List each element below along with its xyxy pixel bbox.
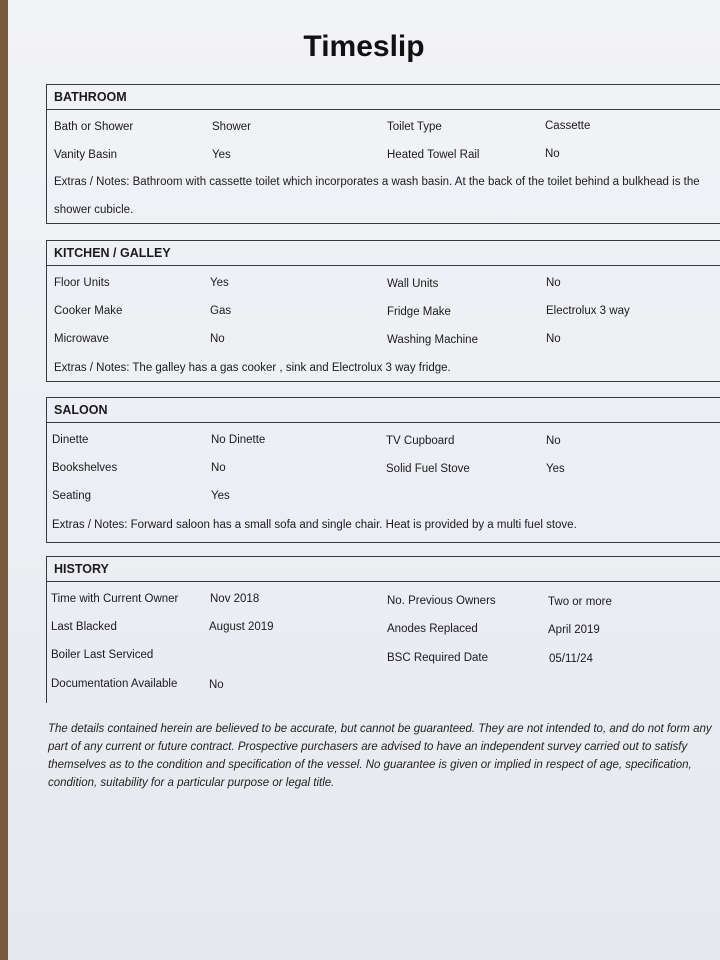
history-label-last-blacked: Last Blacked — [51, 621, 117, 633]
kitchen-heading: KITCHEN / GALLEY — [54, 246, 171, 260]
saloon-value-seating: Yes — [211, 490, 230, 502]
saloon-label-seating: Seating — [52, 490, 92, 502]
document-title: Timeslip — [303, 30, 425, 63]
history-value-bsc-required-date: 05/11/24 — [549, 653, 593, 665]
kitchen-value-microwave: No — [210, 333, 225, 345]
saloon-label-bookshelves: Bookshelves — [52, 462, 118, 474]
saloon-label-tv-cupboard: TV Cupboard — [386, 435, 455, 447]
bathroom-heading: BATHROOM — [54, 90, 127, 104]
saloon-section — [46, 397, 720, 543]
bathroom-value-vanity-basin: Yes — [212, 149, 231, 161]
bathroom-label-toilet-type: Toilet Type — [387, 121, 442, 133]
section-header — [47, 557, 720, 582]
kitchen-label-wall-units: Wall Units — [387, 278, 439, 290]
document-page — [8, 0, 720, 960]
saloon-notes: Extras / Notes: Forward saloon has a small sofa and single chair. Heat is provided by a multi fuel stove. — [52, 519, 577, 531]
disclaimer-text: The details contained herein are believed to be accurate, but cannot be guaranteed. They are not intended to, and do not form any part of any current or future contract. Prospective purchasers are advised to have an independent survey carried out to satisfy themselves as to the condition and specification of the vessel. No guarantee is given or implied in respect of age, specification, condition, suitability for a particular purpose or legal title. — [48, 723, 712, 789]
history-label-bsc-required-date: BSC Required Date — [387, 652, 488, 664]
bathroom-notes-line2: shower cubicle. — [54, 204, 134, 216]
bathroom-notes — [54, 168, 714, 224]
history-label-boiler-last-serviced: Boiler Last Serviced — [51, 649, 154, 661]
kitchen-value-fridge-make: Electrolux 3 way — [546, 305, 630, 317]
history-label-previous-owners: No. Previous Owners — [387, 595, 496, 607]
saloon-value-bookshelves: No — [211, 462, 226, 474]
history-value-documentation-available: No — [209, 679, 224, 691]
section-header — [47, 241, 720, 266]
bathroom-value-heated-towel-rail: No — [545, 148, 560, 160]
kitchen-value-cooker-make: Gas — [210, 305, 232, 317]
section-header — [47, 398, 720, 423]
section-header — [47, 85, 720, 110]
bathroom-label-bath-or-shower: Bath or Shower — [54, 121, 134, 133]
kitchen-label-fridge-make: Fridge Make — [387, 306, 451, 318]
kitchen-value-wall-units: No — [546, 277, 561, 289]
kitchen-value-floor-units: Yes — [210, 277, 229, 289]
history-value-anodes-replaced: April 2019 — [548, 624, 600, 636]
history-section — [46, 556, 720, 703]
kitchen-label-cooker-make: Cooker Make — [54, 305, 123, 317]
saloon-heading: SALOON — [54, 403, 108, 417]
kitchen-label-microwave: Microwave — [54, 333, 109, 345]
history-value-previous-owners: Two or more — [548, 596, 612, 608]
bathroom-section — [46, 84, 720, 224]
saloon-value-dinette: No Dinette — [211, 434, 266, 446]
saloon-value-tv-cupboard: No — [546, 435, 561, 447]
history-label-documentation-available: Documentation Available — [51, 678, 178, 690]
saloon-label-solid-fuel-stove: Solid Fuel Stove — [386, 463, 470, 475]
bathroom-notes-line1: Extras / Notes: Bathroom with cassette toilet which incorporates a wash basin. At the back of the toilet behind a bulkhead is the — [54, 176, 700, 188]
history-value-last-blacked: August 2019 — [209, 621, 274, 633]
kitchen-section — [46, 240, 720, 382]
history-label-time-with-current-owner: Time with Current Owner — [51, 593, 179, 605]
kitchen-label-washing-machine: Washing Machine — [387, 334, 478, 346]
history-heading: HISTORY — [54, 562, 109, 576]
kitchen-notes: Extras / Notes: The galley has a gas cooker , sink and Electrolux 3 way fridge. — [54, 362, 451, 374]
bathroom-label-heated-towel-rail: Heated Towel Rail — [387, 149, 480, 161]
bathroom-value-toilet-type: Cassette — [545, 120, 591, 132]
history-value-time-with-current-owner: Nov 2018 — [210, 593, 260, 605]
history-label-anodes-replaced: Anodes Replaced — [387, 623, 478, 635]
bathroom-label-vanity-basin: Vanity Basin — [54, 149, 118, 161]
saloon-label-dinette: Dinette — [52, 434, 89, 446]
bathroom-value-bath-or-shower: Shower — [212, 121, 251, 133]
saloon-value-solid-fuel-stove: Yes — [546, 463, 565, 475]
kitchen-label-floor-units: Floor Units — [54, 277, 110, 289]
kitchen-value-washing-machine: No — [546, 333, 561, 345]
